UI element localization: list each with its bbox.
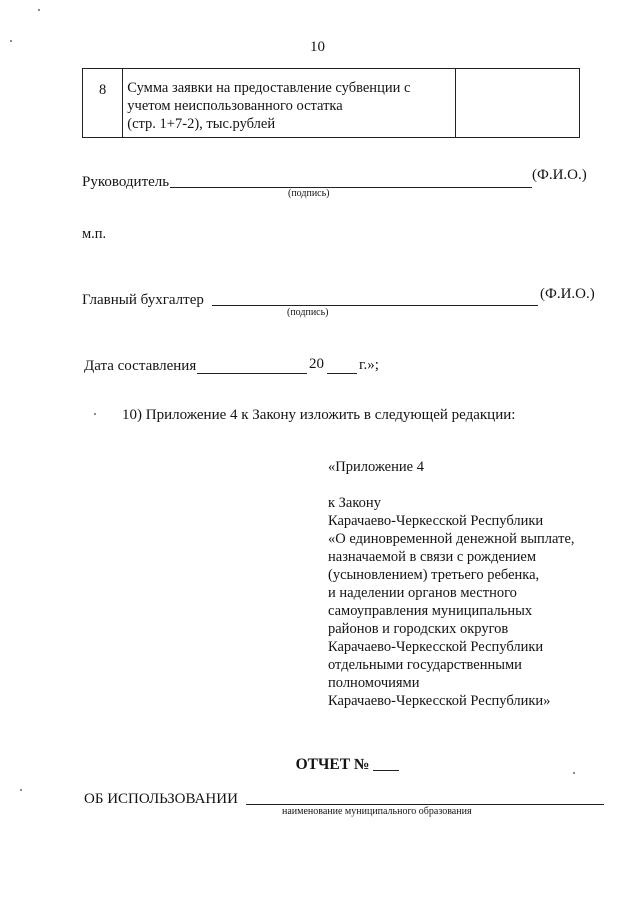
date-year-line [327,357,357,374]
amendment-text: 10) Приложение 4 к Закону изложить в следующей редакции: [122,407,516,423]
row-description-line: учетом неиспользованного остатка [127,98,343,114]
appendix-line: (усыновлением) третьего ребенка, [328,567,540,583]
head-signature-hint: (подпись) [288,188,330,199]
accountant-fio-label: (Ф.И.О.) [540,286,595,302]
appendix-line: к Закону [328,495,381,511]
scan-speck [10,40,12,42]
appendix-line: «О единовременной денежной выплате, [328,531,575,547]
appendix-line: и наделении органов местного [328,585,517,601]
scan-speck [38,9,40,11]
row-number: 8 [83,69,123,138]
date-suffix: г.»; [359,357,379,373]
date-label: Дата составления [84,358,197,374]
scan-speck [94,413,96,415]
appendix-line: отдельными государственными [328,657,522,673]
head-label: Руководитель [82,174,170,190]
appendix-line: полномочиями [328,675,420,691]
appendix-line: районов и городских округов [328,621,509,637]
report-number-line [373,770,399,771]
accountant-signature-line [212,288,538,306]
row-description [123,69,455,138]
page-number: 10 [310,39,325,55]
head-fio-label: (Ф.И.О.) [532,167,587,183]
accountant-label: Главный бухгалтер [82,292,204,308]
head-signature-line [170,170,532,188]
appendix-block [328,458,575,710]
row-value [455,69,579,138]
appendix-line: назначаемой в связи с рождением [328,549,537,565]
date-day-line [197,357,307,374]
report-title [0,756,635,774]
appendix-line: Карачаево-Черкесской Республики [328,639,544,655]
report-title-text: ОТЧЕТ № [295,756,370,773]
appendix-line: Карачаево-Черкесской Республики» [328,693,551,709]
stamp-label: м.п. [82,226,107,242]
appendix-title: «Приложение 4 [328,459,424,475]
accountant-signature-hint: (подпись) [287,307,329,318]
row-description-line: (стр. 1+7-2), тыс.рублей [127,116,276,132]
appendix-line: самоуправления муниципальных [328,603,533,619]
summary-table [82,68,580,138]
date-year-prefix: 20 [309,356,324,372]
table-row [83,69,580,138]
row-description-line: Сумма заявки на предоставление субвенции с [127,80,411,96]
usage-label: ОБ ИСПОЛЬЗОВАНИИ [84,791,238,807]
usage-hint: наименование муниципального образования [282,806,472,817]
appendix-line: Карачаево-Черкесской Республики [328,513,544,529]
usage-line [246,788,604,805]
scan-speck [20,789,22,791]
scan-speck [573,772,575,774]
